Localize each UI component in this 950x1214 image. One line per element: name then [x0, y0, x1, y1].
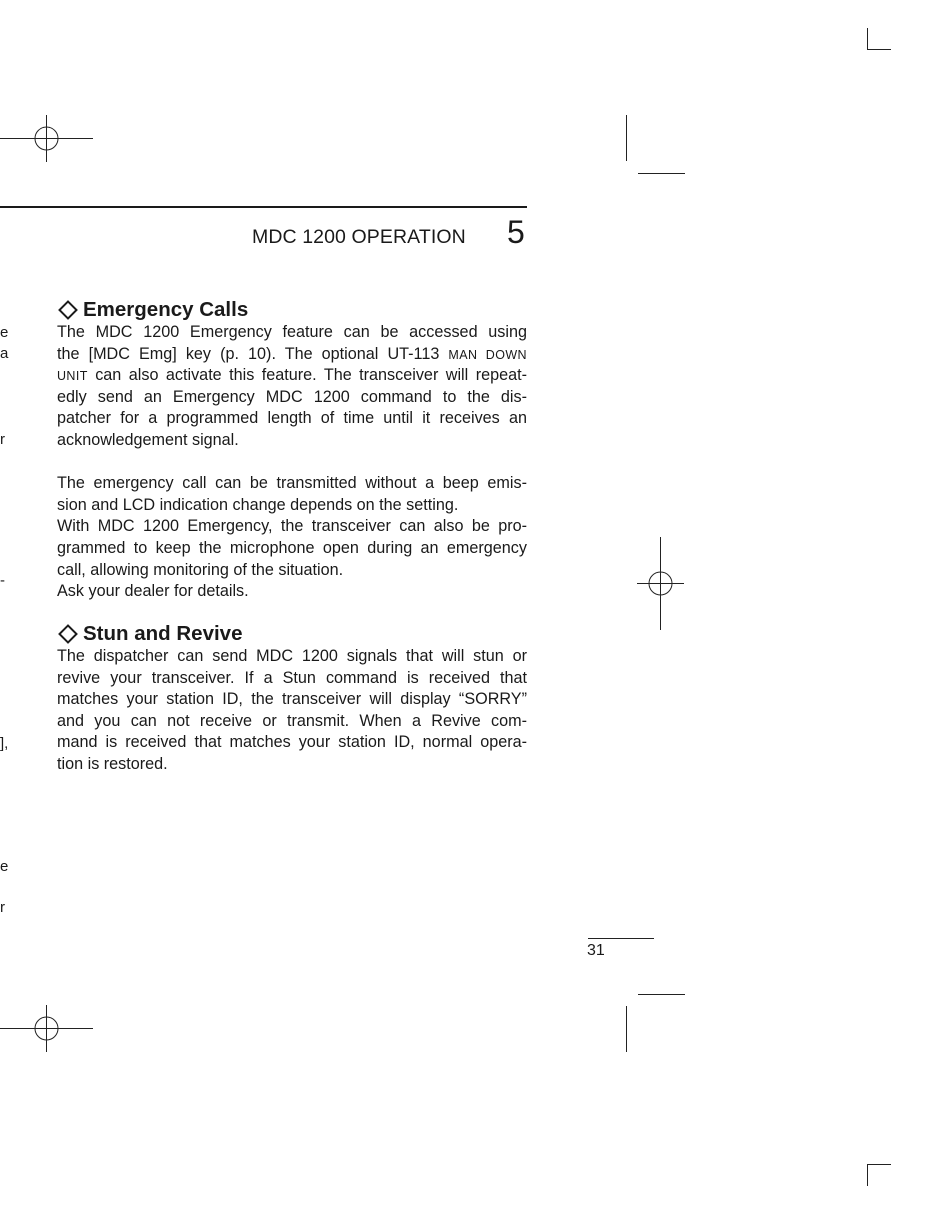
diamond-outline-icon	[58, 300, 78, 320]
emergency-calls-section	[57, 298, 527, 603]
paragraph	[57, 322, 527, 452]
text-line: patcher for a programmed length of time until it receives an	[57, 409, 527, 428]
edge-fragment: ],	[0, 735, 9, 752]
text-run: can also activate this feature. The transceiver will repeat-	[87, 366, 527, 385]
crosshair-registration-icon	[0, 1005, 94, 1053]
section-heading	[57, 298, 527, 322]
edge-fragment: e	[0, 858, 9, 875]
paragraph	[57, 516, 527, 581]
edge-fragment: e	[0, 324, 9, 341]
edge-fragment: r	[0, 431, 5, 448]
section-heading-text: Stun and Revive	[83, 622, 243, 645]
page-number: 31	[587, 942, 605, 959]
crosshair-registration-icon	[637, 537, 685, 631]
text-line: grammed to keep the microphone open during an emergency	[57, 538, 527, 557]
page-number-rule	[588, 938, 654, 939]
text-line: and you can not receive or transmit. When a Revive com-	[57, 711, 527, 730]
section-heading	[57, 622, 527, 646]
text-line: matches your station ID, the transceiver will display “SORRY”	[57, 690, 527, 709]
section-heading-text: Emergency Calls	[83, 298, 249, 321]
text-line: revive your transceiver. If a Stun command is received that	[57, 668, 527, 687]
text-line: Ask your dealer for details.	[57, 582, 249, 601]
chapter-number: 5	[507, 214, 525, 250]
text-line: The MDC 1200 Emergency feature can be accessed using	[57, 323, 527, 341]
stun-revive-section	[57, 622, 527, 776]
edge-fragment: -	[0, 572, 5, 589]
diamond-outline-icon	[58, 624, 78, 644]
crosshair-registration-icon	[0, 115, 94, 163]
text-line: mand is received that matches your station ID, normal opera-	[57, 733, 527, 752]
text-line: With MDC 1200 Emergency, the transceiver can also be pro-	[57, 517, 527, 536]
edge-fragment: a	[0, 345, 9, 362]
paragraph	[57, 581, 527, 603]
small-caps-text: MAN DOWN	[448, 347, 527, 362]
text-line: sion and LCD indication change depends on the setting.	[57, 495, 459, 514]
small-caps-text: UNIT	[57, 369, 88, 384]
text-line: tion is restored.	[57, 754, 168, 773]
paragraph	[57, 473, 527, 516]
chapter-title: MDC 1200 OPERATION	[252, 226, 466, 248]
text-line: call, allowing monitoring of the situation.	[57, 560, 344, 579]
text-line: The dispatcher can send MDC 1200 signals that will stun or	[57, 647, 527, 665]
paragraph	[57, 646, 527, 776]
edge-fragment: r	[0, 899, 5, 916]
text-line: acknowledgement signal.	[57, 430, 239, 449]
text-run: the [MDC Emg] key (p. 10). The optional UT-113	[57, 344, 449, 363]
text-line: edly send an Emergency MDC 1200 command to the dis-	[57, 387, 527, 406]
text-line: The emergency call can be transmitted without a beep emis-	[57, 474, 527, 493]
text-line	[57, 344, 527, 366]
header-rule	[0, 206, 527, 208]
text-line	[57, 365, 527, 387]
